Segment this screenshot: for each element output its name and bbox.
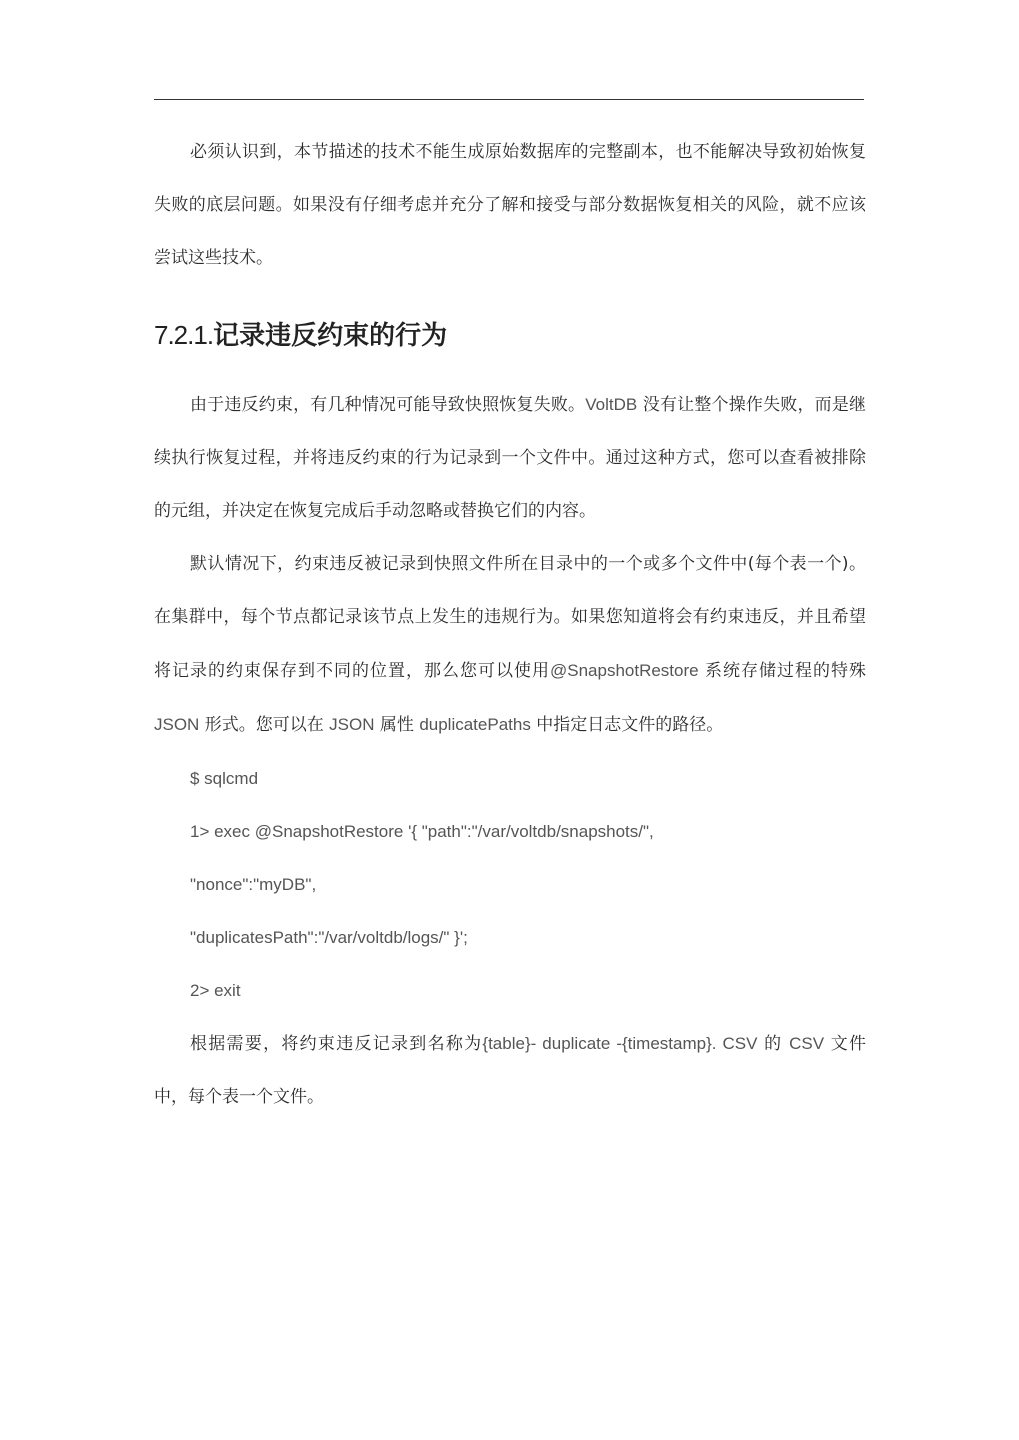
- para2-part4: 属性: [374, 715, 420, 735]
- header-rule: [154, 99, 864, 100]
- code-line: "nonce":"myDB",: [190, 875, 317, 894]
- default-logging-paragraph: [154, 538, 866, 752]
- para2-part3: 形式。您可以在: [199, 715, 330, 735]
- section-heading: [154, 315, 866, 356]
- csv-term: CSV: [789, 1034, 825, 1053]
- filename-pattern: {table}- duplicate -{timestamp}. CSV: [482, 1034, 758, 1053]
- output-files-paragraph: [154, 1017, 866, 1124]
- intro-text: 必须认识到，本节描述的技术不能生成原始数据库的完整副本，也不能解决导致初始恢复失败的底层问题。如果没有仔细考虑并充分了解和接受与部分数据恢复相关的风险，就不应该尝试这些技术。: [154, 142, 866, 268]
- duplicate-paths-term: duplicatePaths: [419, 715, 531, 734]
- para3-before: 根据需要，将约束违反记录到名称为: [190, 1034, 483, 1054]
- para1-after: 没有让整个操作失败，而是继续执行恢复过程，并将违反约束的行为记录到一个文件中。通过这种方式，您可以查看被排除的元组，并决定在恢复完成后手动忽略或替换它们的内容。: [154, 395, 867, 521]
- code-example: [154, 752, 866, 1017]
- json-term-2: JSON: [329, 715, 375, 734]
- para3-middle: 的: [757, 1034, 790, 1054]
- voltdb-term: VoltDB: [585, 395, 638, 414]
- para2-part1: 默认情况下，约束违反被记录到快照文件所在目录中的一个或多个文件中(每个表一个)。在集群中，每个节点都记录该节点上发生的违规行为。如果您知道将会有约束违反，并且希望将记录的约束保存到不同的位置，那么您可以使用: [154, 554, 866, 681]
- json-term-1: JSON: [154, 715, 200, 734]
- code-line: "duplicatesPath":"/var/voltdb/logs/" }';: [190, 928, 468, 947]
- code-line: $ sqlcmd: [190, 769, 259, 788]
- code-line: 2> exit: [190, 981, 241, 1000]
- document-body: [154, 126, 866, 1124]
- para2-part2: 系统存储过程的特殊: [698, 661, 867, 681]
- para1-before: 由于违反约束，有几种情况可能导致快照恢复失败。: [190, 395, 586, 415]
- section-title: 记录违反约束的行为: [213, 321, 448, 351]
- section-number: 7.2.1.: [154, 320, 214, 350]
- snapshot-restore-term: @SnapshotRestore: [549, 661, 699, 680]
- para2-part5: 中指定日志文件的路径。: [530, 715, 724, 735]
- para3-after: 文件中，每个表一个文件。: [154, 1034, 867, 1107]
- code-line: 1> exec @SnapshotRestore '{ "path":"/var/voltdb/snapshots/",: [190, 822, 654, 841]
- constraint-paragraph: [154, 378, 866, 538]
- intro-paragraph: [154, 126, 866, 285]
